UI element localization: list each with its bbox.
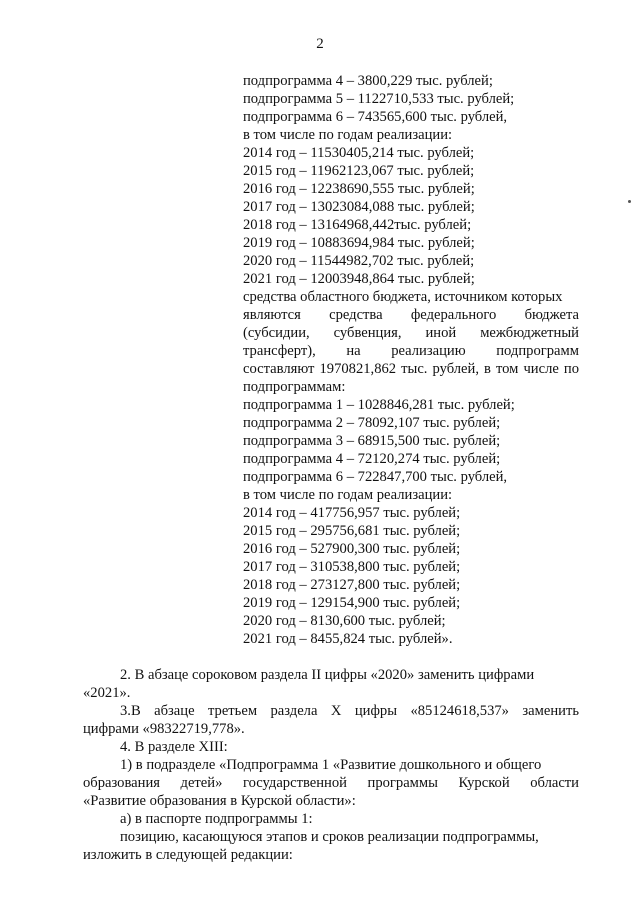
federal-text-line: средства областного бюджета, источником которых bbox=[243, 289, 563, 305]
year-line: 2014 год – 417756,957 тыс. рублей; bbox=[243, 505, 461, 521]
federal-text-line: трансферт), на реализацию подпрограмм bbox=[243, 343, 579, 359]
amendment-position-text-cont: изложить в следующей редакции: bbox=[83, 847, 293, 863]
year-line: 2018 год – 13164968,442тыс. рублей; bbox=[243, 217, 472, 233]
amendment-2-text: 2. В абзаце сороковом раздела II цифры «2020» заменить цифрами bbox=[120, 667, 535, 683]
year-line: 2016 год – 12238690,555 тыс. рублей; bbox=[243, 181, 475, 197]
year-line: 2018 год – 273127,800 тыс. рублей; bbox=[243, 577, 461, 593]
subprogram-line: подпрограмма 6 – 743565,600 тыс. рублей, bbox=[243, 109, 508, 125]
year-line: 2015 год – 11962123,067 тыс. рублей; bbox=[243, 163, 475, 179]
amendment-position-text: позицию, касающуюся этапов и сроков реализации подпрограммы, bbox=[120, 829, 539, 845]
federal-text-line: подпрограммам: bbox=[243, 379, 346, 395]
amendment-3-text-cont: цифрами «98322719,778». bbox=[83, 721, 245, 737]
subprogram-line: подпрограмма 3 – 68915,500 тыс. рублей; bbox=[243, 433, 501, 449]
year-line: 2021 год – 12003948,864 тыс. рублей; bbox=[243, 271, 475, 287]
year-line: 2021 год – 8455,824 тыс. рублей». bbox=[243, 631, 453, 647]
amendment-2-text-cont: «2021». bbox=[83, 685, 131, 701]
subprogram-line: подпрограмма 2 – 78092,107 тыс. рублей; bbox=[243, 415, 501, 431]
subprogram-line: подпрограмма 1 – 1028846,281 тыс. рублей; bbox=[243, 397, 515, 413]
year-line: 2014 год – 11530405,214 тыс. рублей; bbox=[243, 145, 475, 161]
scan-mark bbox=[628, 200, 631, 203]
subprogram-line: подпрограмма 4 – 3800,229 тыс. рублей; bbox=[243, 73, 493, 89]
amendment-4-a-text: а) в паспорте подпрограммы 1: bbox=[120, 811, 313, 827]
year-line: 2017 год – 310538,800 тыс. рублей; bbox=[243, 559, 461, 575]
amendment-4-1-text-cont: «Развитие образования в Курской области»: bbox=[83, 793, 356, 809]
federal-text-line: составляют 1970821,862 тыс. рублей, в том числе по bbox=[243, 361, 579, 377]
years-heading: в том числе по годам реализации: bbox=[243, 127, 453, 143]
subprogram-line: подпрограмма 6 – 722847,700 тыс. рублей, bbox=[243, 469, 508, 485]
federal-text-line: являются средства федерального бюджета bbox=[243, 307, 579, 323]
subprogram-line: подпрограмма 4 – 72120,274 тыс. рублей; bbox=[243, 451, 501, 467]
federal-text-line: (субсидии, субвенция, иной межбюджетный bbox=[243, 325, 579, 341]
year-line: 2019 год – 10883694,984 тыс. рублей; bbox=[243, 235, 475, 251]
amendment-4-heading: 4. В разделе XIII: bbox=[120, 739, 228, 755]
years-heading: в том числе по годам реализации: bbox=[243, 487, 453, 503]
amendment-4-1-text-cont: образования детей» государственной программы Курской области bbox=[83, 775, 579, 791]
year-line: 2016 год – 527900,300 тыс. рублей; bbox=[243, 541, 461, 557]
year-line: 2017 год – 13023084,088 тыс. рублей; bbox=[243, 199, 475, 215]
year-line: 2015 год – 295756,681 тыс. рублей; bbox=[243, 523, 461, 539]
year-line: 2020 год – 11544982,702 тыс. рублей; bbox=[243, 253, 475, 269]
amendment-4-1-text: 1) в подразделе «Подпрограмма 1 «Развитие дошкольного и общего bbox=[120, 757, 542, 773]
year-line: 2019 год – 129154,900 тыс. рублей; bbox=[243, 595, 461, 611]
subprogram-line: подпрограмма 5 – 1122710,533 тыс. рублей; bbox=[243, 91, 515, 107]
year-line: 2020 год – 8130,600 тыс. рублей; bbox=[243, 613, 446, 629]
amendment-3-text: 3.В абзаце третьем раздела X цифры «85124618,537» заменить bbox=[120, 703, 579, 719]
page-number: 2 bbox=[316, 36, 324, 52]
